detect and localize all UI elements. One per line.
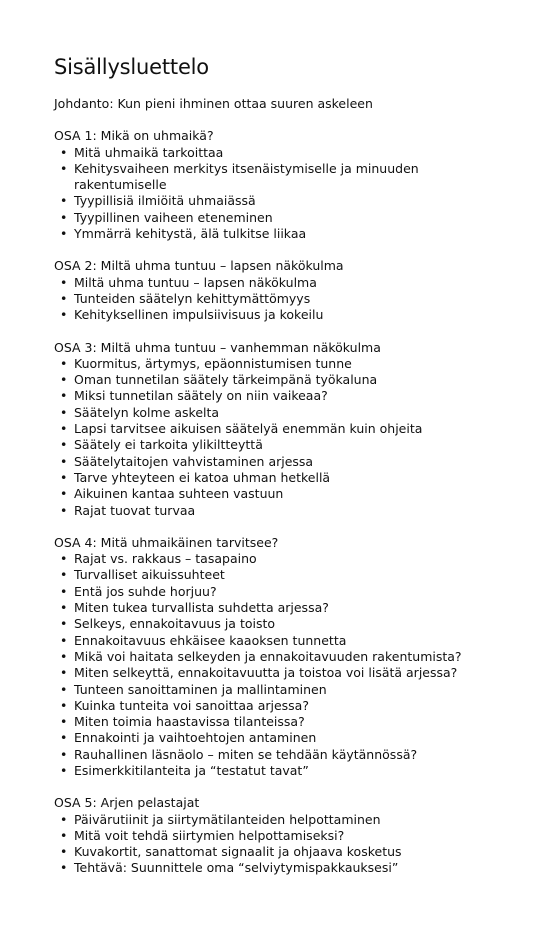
toc-section bbox=[54, 795, 513, 876]
toc-list-item: • Kuvakortit, sanattomat signaalit ja ohjaava kosketus bbox=[54, 844, 513, 860]
page-title: Sisällysluettelo bbox=[54, 55, 209, 79]
toc-section bbox=[54, 340, 513, 519]
toc-list-item: • Tarve yhteyteen ei katoa uhman hetkellä bbox=[54, 470, 513, 486]
section-item-list bbox=[54, 551, 513, 779]
section-title: OSA 5: Arjen pelastajat bbox=[54, 795, 200, 811]
toc-sections bbox=[54, 128, 513, 876]
toc-list-item: • Säätelyn kolme askelta bbox=[54, 405, 513, 421]
toc-list-item: • Tehtävä: Suunnittele oma “selviytymispakkauksesi” bbox=[54, 860, 513, 876]
toc-list-item: • Säätelytaitojen vahvistaminen arjessa bbox=[54, 454, 513, 470]
toc-list-item: • Aikuinen kantaa suhteen vastuun bbox=[54, 486, 513, 502]
toc-list-item: • Miksi tunnetilan säätely on niin vaikeaa? bbox=[54, 388, 513, 404]
toc-section bbox=[54, 128, 513, 242]
toc-list-item: • Miltä uhma tuntuu – lapsen näkökulma bbox=[54, 275, 513, 291]
toc-list-item: • Miten tukea turvallista suhdetta arjessa? bbox=[54, 600, 513, 616]
toc-list-item: • Ymmärrä kehitystä, älä tulkitse liikaa bbox=[54, 226, 513, 242]
toc-list-item: • Lapsi tarvitsee aikuisen säätelyä enemmän kuin ohjeita bbox=[54, 421, 513, 437]
toc-list-item: • Kuinka tunteita voi sanoittaa arjessa? bbox=[54, 698, 513, 714]
toc-list-item: • Kuormitus, ärtymys, epäonnistumisen tunne bbox=[54, 356, 513, 372]
section-title: OSA 4: Mitä uhmaikäinen tarvitsee? bbox=[54, 534, 279, 550]
section-item-list bbox=[54, 145, 513, 243]
section-item-list bbox=[54, 356, 513, 519]
section-title: OSA 1: Mikä on uhmaikä? bbox=[54, 128, 214, 144]
toc-list-item: • Ennakointi ja vaihtoehtojen antaminen bbox=[54, 730, 513, 746]
toc-list-item: • Mikä voi haitata selkeyden ja ennakoitavuuden rakentumista? bbox=[54, 649, 513, 665]
section-item-list bbox=[54, 275, 513, 324]
toc-list-item: • Tunteiden säätelyn kehittymättömyys bbox=[54, 291, 513, 307]
toc-list-item: • Tyypillinen vaiheen eteneminen bbox=[54, 210, 513, 226]
section-title: OSA 2: Miltä uhma tuntuu – lapsen näkökulma bbox=[54, 258, 344, 274]
toc-list-item: • Ennakoitavuus ehkäisee kaaoksen tunnetta bbox=[54, 633, 513, 649]
section-title: OSA 3: Miltä uhma tuntuu – vanhemman näkökulma bbox=[54, 339, 381, 355]
toc-list-item: • Rajat tuovat turvaa bbox=[54, 503, 513, 519]
toc-list-item: • Tyypillisiä ilmiöitä uhmaiässä bbox=[54, 193, 513, 209]
toc-list-item: • Kehitysvaiheen merkitys itsenäistymiselle ja minuuden rakentumiselle bbox=[54, 161, 513, 194]
toc-list-item: • Mitä uhmaikä tarkoittaa bbox=[54, 145, 513, 161]
toc-list-item: • Miten selkeyttä, ennakoitavuutta ja toistoa voi lisätä arjessa? bbox=[54, 665, 513, 681]
toc-list-item: • Kehityksellinen impulsiivisuus ja kokeilu bbox=[54, 307, 513, 323]
toc-list-item: • Säätely ei tarkoita ylikiltteyttä bbox=[54, 437, 513, 453]
intro-line: Johdanto: Kun pieni ihminen ottaa suuren askeleen bbox=[54, 96, 373, 111]
toc-list-item: • Miten toimia haastavissa tilanteissa? bbox=[54, 714, 513, 730]
toc-list-item: • Mitä voit tehdä siirtymien helpottamiseksi? bbox=[54, 828, 513, 844]
toc-section bbox=[54, 535, 513, 779]
toc-list-item: • Esimerkkitilanteita ja “testatut tavat” bbox=[54, 763, 513, 779]
section-item-list bbox=[54, 812, 513, 877]
toc-list-item: • Selkeys, ennakoitavuus ja toisto bbox=[54, 616, 513, 632]
toc-list-item: • Entä jos suhde horjuu? bbox=[54, 584, 513, 600]
toc-section bbox=[54, 258, 513, 323]
toc-list-item: • Turvalliset aikuissuhteet bbox=[54, 567, 513, 583]
toc-list-item: • Oman tunnetilan säätely tärkeimpänä työkaluna bbox=[54, 372, 513, 388]
toc-list-item: • Tunteen sanoittaminen ja mallintaminen bbox=[54, 682, 513, 698]
toc-list-item: • Rauhallinen läsnäolo – miten se tehdään käytännössä? bbox=[54, 747, 513, 763]
toc-list-item: • Rajat vs. rakkaus – tasapaino bbox=[54, 551, 513, 567]
toc-list-item: • Päivärutiinit ja siirtymätilanteiden helpottaminen bbox=[54, 812, 513, 828]
